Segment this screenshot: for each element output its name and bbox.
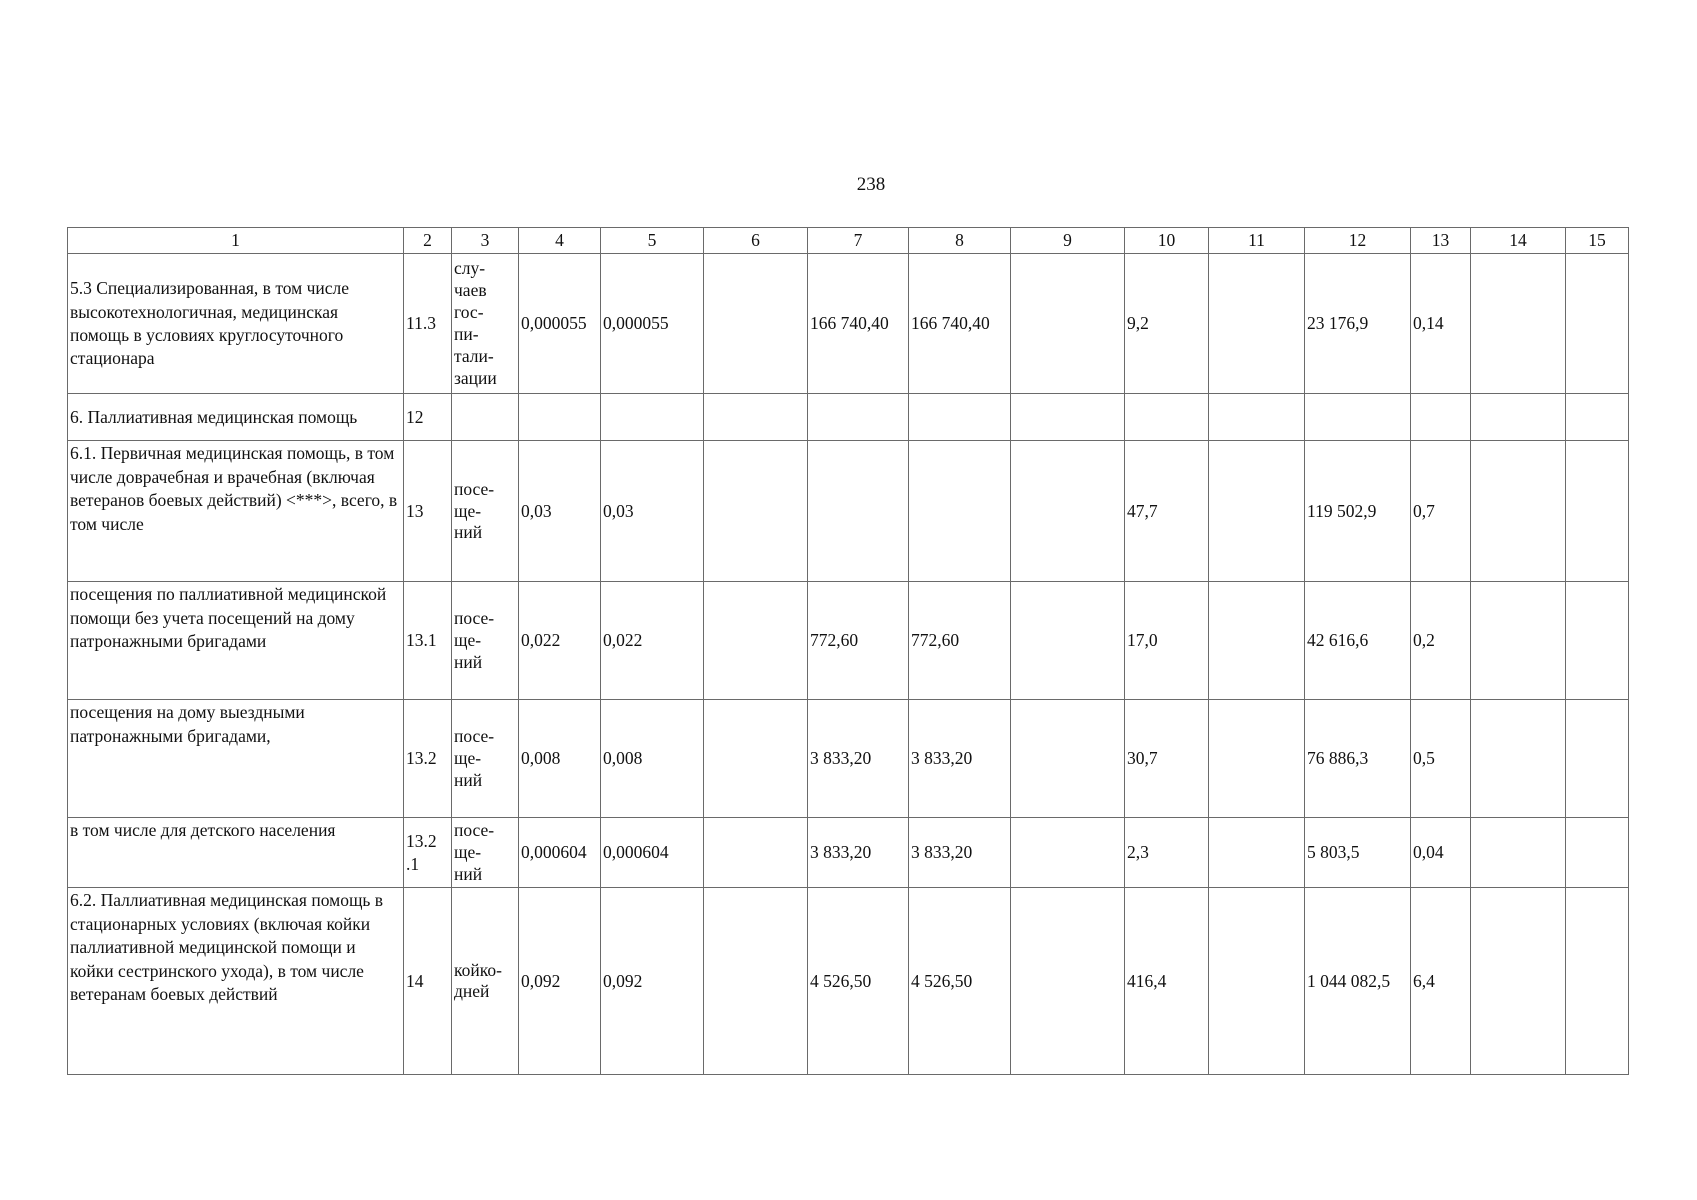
unit-cell: слу- чаев гос- пи- тали- зации	[452, 254, 519, 394]
header-cell: 7	[808, 228, 909, 254]
header-cell: 14	[1471, 228, 1566, 254]
value-cell-col-13: 0,5	[1411, 700, 1471, 818]
value-cell-col-13: 0,2	[1411, 582, 1471, 700]
row-number: 14	[404, 888, 452, 1075]
value-cell-col-11	[1209, 888, 1305, 1075]
value-cell-col-14	[1471, 700, 1566, 818]
value-cell-col-15	[1566, 888, 1629, 1075]
value-cell-col-13	[1411, 394, 1471, 441]
row-label: 6.1. Первичная медицинская помощь, в том числе доврачебная и врачебная (включая ветеранов боевых действий) <***>, всего, в том числе	[68, 441, 404, 582]
value-cell-col-10: 47,7	[1125, 441, 1209, 582]
value-cell-col-11	[1209, 818, 1305, 888]
value-cell-col-8: 3 833,20	[909, 818, 1011, 888]
value-cell-col-8: 4 526,50	[909, 888, 1011, 1075]
unit-cell	[452, 394, 519, 441]
row-label: 6. Паллиативная медицинская помощь	[68, 394, 404, 441]
value-cell-col-8: 3 833,20	[909, 700, 1011, 818]
value-cell-col-6	[704, 582, 808, 700]
value-cell-col-8: 166 740,40	[909, 254, 1011, 394]
value-cell-col-4: 0,03	[519, 441, 601, 582]
value-cell-col-12: 119 502,9	[1305, 441, 1411, 582]
value-cell-col-12: 5 803,5	[1305, 818, 1411, 888]
value-cell-col-9	[1011, 254, 1125, 394]
row-number: 13.2 .1	[404, 818, 452, 888]
value-cell-col-11	[1209, 441, 1305, 582]
value-cell-col-7: 166 740,40	[808, 254, 909, 394]
value-cell-col-15	[1566, 254, 1629, 394]
unit-cell: посе- ще- ний	[452, 700, 519, 818]
value-cell-col-5: 0,008	[601, 700, 704, 818]
header-cell: 4	[519, 228, 601, 254]
value-cell-col-14	[1471, 888, 1566, 1075]
value-cell-col-10: 30,7	[1125, 700, 1209, 818]
value-cell-col-15	[1566, 441, 1629, 582]
value-cell-col-10: 9,2	[1125, 254, 1209, 394]
value-cell-col-10	[1125, 394, 1209, 441]
value-cell-col-6	[704, 441, 808, 582]
table-row	[68, 254, 1629, 394]
value-cell-col-15	[1566, 818, 1629, 888]
header-cell: 8	[909, 228, 1011, 254]
header-cell: 10	[1125, 228, 1209, 254]
value-cell-col-12: 23 176,9	[1305, 254, 1411, 394]
value-cell-col-12: 76 886,3	[1305, 700, 1411, 818]
table-row	[68, 818, 1629, 888]
value-cell-col-14	[1471, 582, 1566, 700]
unit-cell: койко- дней	[452, 888, 519, 1075]
value-cell-col-11	[1209, 700, 1305, 818]
value-cell-col-7: 3 833,20	[808, 700, 909, 818]
value-cell-col-7: 3 833,20	[808, 818, 909, 888]
value-cell-col-15	[1566, 700, 1629, 818]
value-cell-col-5: 0,092	[601, 888, 704, 1075]
value-cell-col-7: 4 526,50	[808, 888, 909, 1075]
value-cell-col-9	[1011, 441, 1125, 582]
table-row	[68, 888, 1629, 1075]
header-cell: 13	[1411, 228, 1471, 254]
row-number: 13	[404, 441, 452, 582]
value-cell-col-15	[1566, 394, 1629, 441]
unit-cell: посе- ще- ний	[452, 818, 519, 888]
value-cell-col-7	[808, 441, 909, 582]
value-cell-col-5: 0,000604	[601, 818, 704, 888]
page-number: 238	[856, 174, 886, 195]
value-cell-col-6	[704, 888, 808, 1075]
value-cell-col-6	[704, 818, 808, 888]
value-cell-col-4: 0,092	[519, 888, 601, 1075]
value-cell-col-5	[601, 394, 704, 441]
header-cell: 11	[1209, 228, 1305, 254]
value-cell-col-6	[704, 394, 808, 441]
table-row	[68, 441, 1629, 582]
header-cell: 12	[1305, 228, 1411, 254]
value-cell-col-9	[1011, 582, 1125, 700]
row-label: 5.3 Специализированная, в том числе высокотехнологичная, медицинская помощь в условиях круглосуточного стационара	[68, 254, 404, 394]
header-cell: 6	[704, 228, 808, 254]
header-cell: 3	[452, 228, 519, 254]
value-cell-col-12: 42 616,6	[1305, 582, 1411, 700]
value-cell-col-9	[1011, 394, 1125, 441]
row-number: 11.3	[404, 254, 452, 394]
row-number: 12	[404, 394, 452, 441]
value-cell-col-10: 2,3	[1125, 818, 1209, 888]
value-cell-col-11	[1209, 254, 1305, 394]
value-cell-col-12	[1305, 394, 1411, 441]
row-label: 6.2. Паллиативная медицинская помощь в стационарных условиях (включая койки паллиативной медицинской помощи и койки сестринского ухода), в том числе ветеранам боевых действий	[68, 888, 404, 1075]
value-cell-col-15	[1566, 582, 1629, 700]
value-cell-col-4: 0,022	[519, 582, 601, 700]
value-cell-col-9	[1011, 818, 1125, 888]
table-row	[68, 394, 1629, 441]
value-cell-col-7	[808, 394, 909, 441]
table-row	[68, 700, 1629, 818]
value-cell-col-10: 17,0	[1125, 582, 1209, 700]
value-cell-col-14	[1471, 254, 1566, 394]
value-cell-col-6	[704, 254, 808, 394]
value-cell-col-8: 772,60	[909, 582, 1011, 700]
row-number: 13.2	[404, 700, 452, 818]
value-cell-col-5: 0,022	[601, 582, 704, 700]
value-cell-col-8	[909, 441, 1011, 582]
value-cell-col-12: 1 044 082,5	[1305, 888, 1411, 1075]
row-label: посещения на дому выездными патронажными бригадами,	[68, 700, 404, 818]
header-row	[68, 228, 1629, 254]
value-cell-col-7: 772,60	[808, 582, 909, 700]
value-cell-col-9	[1011, 888, 1125, 1075]
value-cell-col-13: 6,4	[1411, 888, 1471, 1075]
value-cell-col-9	[1011, 700, 1125, 818]
value-cell-col-10: 416,4	[1125, 888, 1209, 1075]
row-label: в том числе для детского населения	[68, 818, 404, 888]
value-cell-col-4: 0,000055	[519, 254, 601, 394]
value-cell-col-11	[1209, 394, 1305, 441]
value-cell-col-14	[1471, 818, 1566, 888]
value-cell-col-13: 0,7	[1411, 441, 1471, 582]
table-row	[68, 582, 1629, 700]
value-cell-col-6	[704, 700, 808, 818]
value-cell-col-11	[1209, 582, 1305, 700]
value-cell-col-14	[1471, 441, 1566, 582]
header-cell: 9	[1011, 228, 1125, 254]
row-number: 13.1	[404, 582, 452, 700]
value-cell-col-5: 0,03	[601, 441, 704, 582]
value-cell-col-8	[909, 394, 1011, 441]
header-cell: 2	[404, 228, 452, 254]
unit-cell: посе- ще- ний	[452, 441, 519, 582]
row-label: посещения по паллиативной медицинской помощи без учета посещений на дому патронажными бригадами	[68, 582, 404, 700]
value-cell-col-4: 0,000604	[519, 818, 601, 888]
value-cell-col-13: 0,04	[1411, 818, 1471, 888]
unit-cell: посе- ще- ний	[452, 582, 519, 700]
header-cell: 1	[68, 228, 404, 254]
header-cell: 15	[1566, 228, 1629, 254]
value-cell-col-5: 0,000055	[601, 254, 704, 394]
header-cell: 5	[601, 228, 704, 254]
value-cell-col-13: 0,14	[1411, 254, 1471, 394]
data-table	[67, 227, 1629, 1075]
value-cell-col-4	[519, 394, 601, 441]
value-cell-col-4: 0,008	[519, 700, 601, 818]
value-cell-col-14	[1471, 394, 1566, 441]
